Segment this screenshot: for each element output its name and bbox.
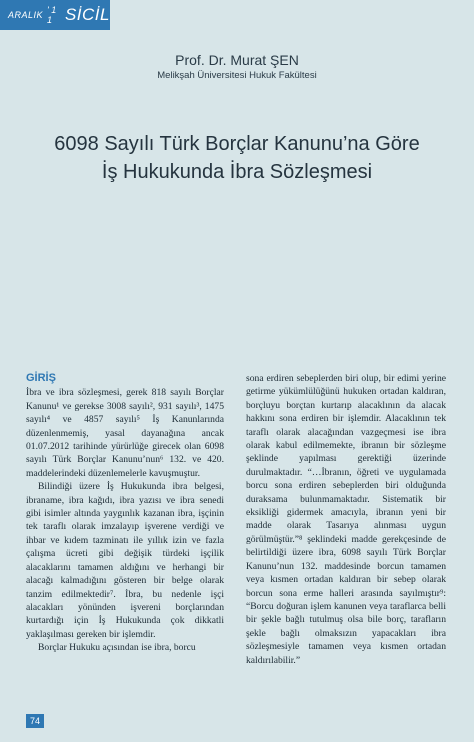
author-name: Prof. Dr. Murat ŞEN: [175, 52, 299, 68]
paragraph-intro: İbra ve ibra sözleşmesi, gerek 818 sayılı Borçlar Kanunu¹ ve gerekse 3008 sayılı², 931 sayılı³, 1475 sayılı⁴ ve 4857 sayılı⁵ İş Kanunlarında düzenlenmemiş, yasal dayanağına ancak 01.07.2012 tarihinde yürürlüğe girecek olan 6098 sayılı Türk Borçlar Kanunu’nun⁶ 132. ve 420. maddelerindeki düzenlemelerle kavuşmuştur.: [26, 387, 224, 479]
paragraph-ibra: Bilindiği üzere İş Hukukunda ibra belgesi, ibraname, ibra kağıdı, ibra yazısı ve ibra senedi gibi isimler altında yaygınlık kazanan ibra, işçinin tek taraflı olarak imzalayıp işverene verdiği ve ihbar ve kıdem tazminatı ile yıllık izin ve fazla çalışma ücreti gibi değişik türdeki işçilik alacaklarını tamamen aldığını ve herhangi bir alacağı kalmadığını gösteren bir belge olarak tanzim edilmektedir⁷. İbra, bu nedenle işçi alacakları yönünden işvereni borçlarından kurtardığı için İş Hukukunda çok dikkatli yaklaşılması gereken bir işlemdir.: [26, 481, 224, 640]
paragraph-borclar: Borçlar Hukuku açısından ise ibra, borcu: [38, 642, 196, 654]
page-number: 74: [26, 714, 44, 728]
author-block: [0, 52, 474, 81]
left-column: [26, 372, 224, 655]
right-column: [246, 372, 446, 667]
header-band: [0, 0, 110, 30]
header-issue: ' 1 1: [47, 5, 57, 25]
title-line-2: İş Hukukunda İbra Sözleşmesi: [101, 161, 373, 183]
magazine-name: SİCİL: [64, 5, 110, 24]
title-line-1: 6098 Sayılı Türk Borçlar Kanunu’na Göre: [54, 133, 420, 155]
paragraph-continued: sona erdiren sebeplerden biri olup, bir edimi yerine getirme yükümlülüğünü hukuken ortadan kaldıran, borçluyu borçtan kurtarıp alacaklının da alacak hakkını sona erdiren bir işlemdir. Alacaklının tek taraflı olarak alacağından vazgeçmesi ise ibra olarak kabul edilmemekte, ibranın bir sözleşme şeklinde yapılması gerektiği üzerinde durulmaktadır. “…İbranın, öğreti ve uygulamada borcu sona erdiren sebeplerden biri olduğunda duraksama bulunmamaktadır. Sistematik bir eksikliği gidermek amacıyla, ibranın yeni bir madde olarak Tasarıya alınması uygun görülmüştür.”⁸ şeklindeki madde gerekçesinde de belirtildiği üzere ibra, 6098 sayılı Türk Borçlar Kanunu’nun 132. maddesinde borcun tamamen veya kısmen ortadan kaldıran bir sebep olarak borcun sona erme halleri arasında sayılmıştır⁹: “Borcu doğuran işlem kanunen veya taraflarca belli bir şekle bağlı tutulmuş olsa bile borç, tarafların şekle bağlı olmaksızın yapacakları ibra sözleşmesiyle tamamen veya kısmen ortadan kaldırılabilir.”: [246, 373, 446, 666]
article-title: [0, 130, 474, 186]
section-heading: GİRİŞ: [26, 372, 56, 384]
header-month: ARALIK: [8, 10, 44, 20]
author-affiliation: Melikşah Üniversitesi Hukuk Fakültesi: [157, 70, 317, 81]
